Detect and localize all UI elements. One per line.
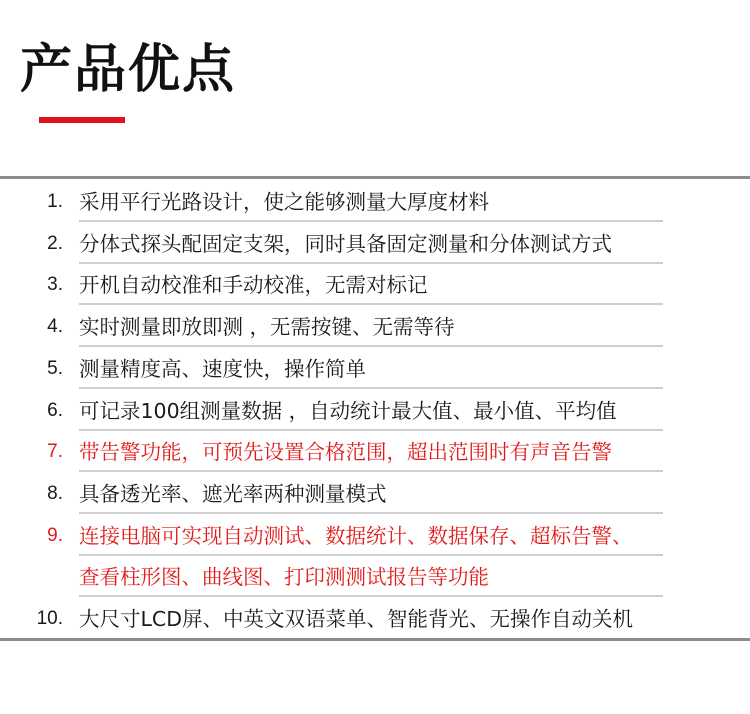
- item-number: 4.: [47, 316, 63, 337]
- item-number: 5.: [47, 358, 63, 379]
- item-text: 测量精度高、速度快，操作简单: [79, 357, 366, 381]
- item-text: 具备透光率、遮光率两种测量模式: [79, 482, 387, 506]
- item-number: 8.: [47, 483, 63, 504]
- item-number: 6.: [47, 400, 63, 421]
- item-number: 7.: [47, 441, 63, 462]
- row-divider: [79, 512, 663, 514]
- list-item: [0, 390, 750, 431]
- item-text: 开机自动校准和手动校准，无需对标记: [79, 273, 428, 297]
- item-text: 查看柱形图、曲线图、打印测测试报告等功能: [79, 565, 489, 589]
- row-divider: [79, 387, 663, 389]
- item-text: 连接电脑可实现自动测试、数据统计、数据保存、超标告警、: [79, 524, 633, 548]
- title-underline-accent: [39, 117, 125, 123]
- row-divider: [79, 303, 663, 305]
- row-divider: [79, 220, 663, 222]
- list-item: [0, 431, 750, 472]
- list-item: [0, 348, 750, 389]
- list-item: [0, 306, 750, 347]
- row-divider: [79, 345, 663, 347]
- page-title: 产品优点: [20, 40, 237, 100]
- item-number: 10.: [36, 608, 63, 629]
- item-text: 大尺寸LCD屏、中英文双语菜单、智能背光、无操作自动关机: [79, 607, 634, 631]
- item-number: 1.: [47, 191, 63, 212]
- item-text: 带告警功能，可预先设置合格范围，超出范围时有声音告警: [79, 440, 612, 464]
- list-item: [0, 473, 750, 514]
- list-item: [0, 181, 750, 222]
- list-item: [0, 264, 750, 305]
- list-item: [0, 556, 750, 597]
- item-text: 采用平行光路设计，使之能够测量大厚度材料: [79, 190, 489, 214]
- list-item: [0, 223, 750, 264]
- row-divider: [79, 470, 663, 472]
- item-number: 3.: [47, 274, 63, 295]
- item-text: 分体式探头配固定支架，同时具备固定测量和分体测试方式: [79, 232, 612, 256]
- list-item: [0, 515, 750, 556]
- list-item: [0, 598, 750, 639]
- item-text: 实时测量即放即测 ，无需按键、无需等待: [79, 315, 455, 339]
- list-bottom-divider: [0, 638, 750, 641]
- list-top-divider: [0, 176, 750, 179]
- row-divider: [79, 595, 663, 597]
- item-number: 2.: [47, 233, 63, 254]
- item-number: 9.: [47, 525, 63, 546]
- item-text: 可记录100组测量数据 ，自动统计最大值、最小值、平均值: [79, 399, 617, 423]
